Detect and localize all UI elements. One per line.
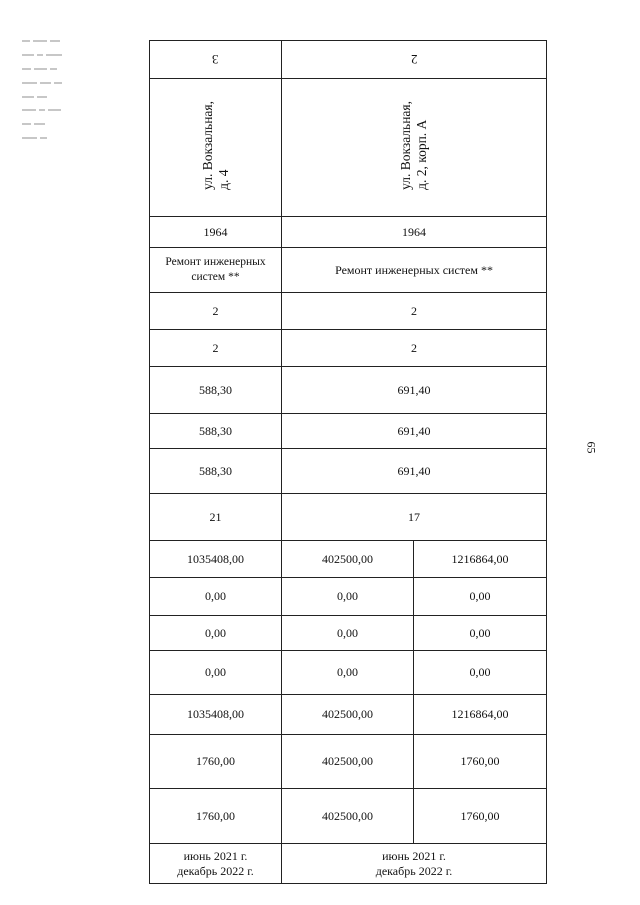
table-row (150, 695, 547, 735)
column-number-cell (282, 41, 547, 79)
cost-cell: 0,00 (150, 651, 282, 695)
table-row (150, 735, 547, 789)
table-row (150, 578, 547, 616)
area-cell: 588,30 (150, 414, 282, 449)
unit-cost-cell: 402500,00 (282, 789, 414, 844)
table-row (150, 449, 547, 494)
repair-table (149, 40, 547, 884)
cost-cell: 1035408,00 (150, 695, 282, 735)
cost-cell: 0,00 (282, 616, 414, 651)
cost-cell: 1216864,00 (414, 541, 547, 578)
table-row (150, 541, 547, 578)
period-cell: июнь 2021 г. декабрь 2022 г. (150, 844, 282, 884)
table-row (150, 293, 547, 330)
unit-cost-cell: 1760,00 (414, 735, 547, 789)
unit-cost-cell: 1760,00 (150, 789, 282, 844)
table-row (150, 616, 547, 651)
column-number: 3 (212, 51, 219, 67)
unit-cost-cell: 402500,00 (282, 735, 414, 789)
cost-cell: 0,00 (414, 578, 547, 616)
area-cell: 588,30 (150, 449, 282, 494)
cost-cell: 402500,00 (282, 541, 414, 578)
address-text: ул. Вокзальная, д. 4 (199, 101, 231, 190)
table-row (150, 367, 547, 414)
table-row (150, 79, 547, 217)
address-cell (150, 79, 282, 217)
value-cell: 2 (150, 330, 282, 367)
work-type-cell: Ремонт инженерных систем ** (282, 248, 547, 293)
cost-cell: 1035408,00 (150, 541, 282, 578)
year-cell: 1964 (282, 217, 547, 248)
cost-cell: 1216864,00 (414, 695, 547, 735)
table-row (150, 41, 547, 79)
cost-cell: 402500,00 (282, 695, 414, 735)
value-cell: 2 (282, 330, 547, 367)
residents-cell: 21 (150, 494, 282, 541)
column-number: 2 (410, 51, 418, 67)
stamp-mark (22, 40, 62, 148)
cost-cell: 0,00 (282, 578, 414, 616)
area-cell: 588,30 (150, 367, 282, 414)
table-row (150, 217, 547, 248)
address-text: ул. Вокзальная, д. 2, корп. А (398, 101, 429, 190)
cost-cell: 0,00 (282, 651, 414, 695)
unit-cost-cell: 1760,00 (150, 735, 282, 789)
cost-cell: 0,00 (150, 578, 282, 616)
area-cell: 691,40 (282, 367, 547, 414)
period-cell: июнь 2021 г. декабрь 2022 г. (282, 844, 547, 884)
table-row (150, 789, 547, 844)
table-row (150, 844, 547, 884)
page-number: 65 (584, 441, 599, 454)
unit-cost-cell: 1760,00 (414, 789, 547, 844)
table-row (150, 414, 547, 449)
table-row (150, 651, 547, 695)
area-cell: 691,40 (282, 449, 547, 494)
cost-cell: 0,00 (414, 651, 547, 695)
year-cell: 1964 (150, 217, 282, 248)
value-cell: 2 (150, 293, 282, 330)
table-row (150, 494, 547, 541)
value-cell: 2 (282, 293, 547, 330)
work-type-cell: Ремонт инженерных систем ** (150, 248, 282, 293)
table-row (150, 248, 547, 293)
cost-cell: 0,00 (150, 616, 282, 651)
column-number-cell (150, 41, 282, 79)
residents-cell: 17 (282, 494, 547, 541)
area-cell: 691,40 (282, 414, 547, 449)
address-cell (282, 79, 547, 217)
table-row (150, 330, 547, 367)
cost-cell: 0,00 (414, 616, 547, 651)
